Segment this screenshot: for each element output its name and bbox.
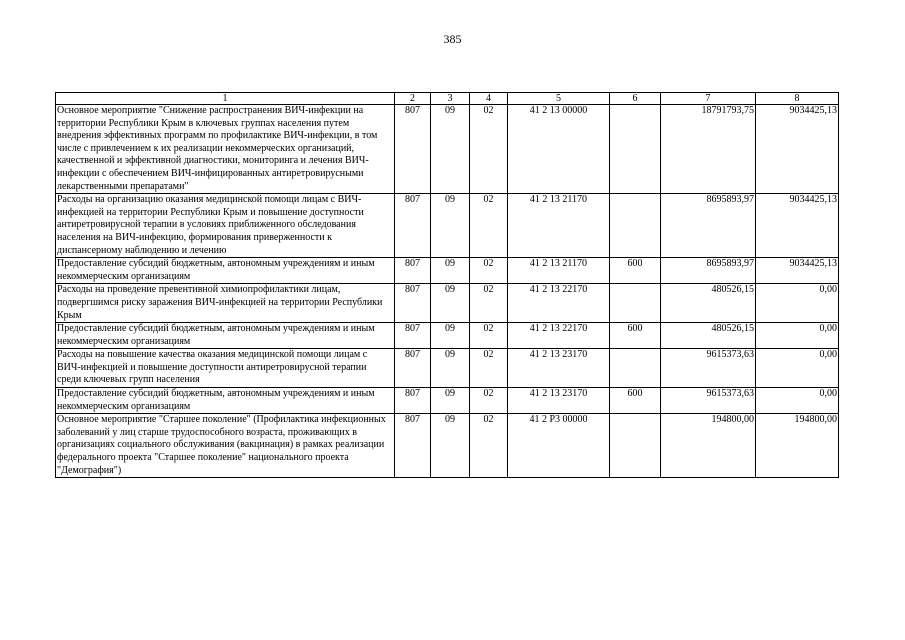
- cell-amount-col8: 9034425,13: [756, 258, 839, 284]
- cell-section: 09: [431, 349, 470, 388]
- table-row: [56, 323, 839, 349]
- table-row: [56, 194, 839, 258]
- cell-expense-type: [610, 105, 661, 194]
- column-header: 5: [508, 93, 610, 105]
- row-description: Расходы на повышение качества оказания медицинской помощи лицам с ВИЧ-инфекцией и повышение доступности антиретровирусной терапии среди ключевых групп населения: [56, 349, 395, 388]
- cell-amount-col8: 9034425,13: [756, 105, 839, 194]
- column-header: 3: [431, 93, 470, 105]
- cell-expense-type: [610, 414, 661, 478]
- cell-target-code: 41 2 13 21170: [508, 258, 610, 284]
- column-header: 2: [395, 93, 431, 105]
- cell-target-code: 41 2 P3 00000: [508, 414, 610, 478]
- column-header: 4: [470, 93, 508, 105]
- header-row: [56, 93, 839, 105]
- cell-amount-col7: 194800,00: [661, 414, 756, 478]
- cell-ministry: 807: [395, 323, 431, 349]
- column-header: 8: [756, 93, 839, 105]
- cell-expense-type: 600: [610, 323, 661, 349]
- row-description: Предоставление субсидий бюджетным, автономным учреждениям и иным некоммерческим организациям: [56, 323, 395, 349]
- table-row: [56, 258, 839, 284]
- cell-target-code: 41 2 13 22170: [508, 284, 610, 323]
- cell-expense-type: 600: [610, 258, 661, 284]
- cell-ministry: 807: [395, 349, 431, 388]
- cell-subsection: 02: [470, 258, 508, 284]
- row-description: Предоставление субсидий бюджетным, автономным учреждениям и иным некоммерческим организациям: [56, 258, 395, 284]
- cell-section: 09: [431, 284, 470, 323]
- cell-ministry: 807: [395, 284, 431, 323]
- row-description: Расходы на организацию оказания медицинской помощи лицам с ВИЧ-инфекцией на территории Республики Крым и повышение доступности антиретровирусной терапии в условиях приближенного обследования населения на ВИЧ-инфекцию, формирования приверженности к диспансерному наблюдению и лечению: [56, 194, 395, 258]
- table-row: [56, 105, 839, 194]
- cell-amount-col8: 0,00: [756, 349, 839, 388]
- cell-amount-col7: 9615373,63: [661, 388, 756, 414]
- cell-amount-col8: 0,00: [756, 388, 839, 414]
- cell-amount-col8: 0,00: [756, 323, 839, 349]
- table-row: [56, 349, 839, 388]
- cell-subsection: 02: [470, 414, 508, 478]
- cell-expense-type: [610, 284, 661, 323]
- cell-target-code: 41 2 13 23170: [508, 349, 610, 388]
- cell-section: 09: [431, 323, 470, 349]
- page-number: 385: [443, 32, 462, 46]
- table-row: [56, 414, 839, 478]
- cell-expense-type: [610, 194, 661, 258]
- cell-section: 09: [431, 105, 470, 194]
- cell-expense-type: [610, 349, 661, 388]
- table-row: [56, 388, 839, 414]
- column-header: 7: [661, 93, 756, 105]
- cell-amount-col7: 8695893,97: [661, 258, 756, 284]
- table-row: [56, 284, 839, 323]
- cell-amount-col8: 9034425,13: [756, 194, 839, 258]
- cell-subsection: 02: [470, 284, 508, 323]
- row-description: Основное мероприятие "Старшее поколение" (Профилактика инфекционных заболеваний у лиц старше трудоспособного возраста, проживающих в организациях социального обслуживания (вакцинация) в рамках реализации федерального проекта "Старшее поколение" национального проекта "Демография"): [56, 414, 395, 478]
- column-header: 6: [610, 93, 661, 105]
- cell-subsection: 02: [470, 349, 508, 388]
- cell-section: 09: [431, 414, 470, 478]
- cell-target-code: 41 2 13 21170: [508, 194, 610, 258]
- cell-target-code: 41 2 13 00000: [508, 105, 610, 194]
- budget-table: [55, 92, 839, 478]
- cell-amount-col7: 8695893,97: [661, 194, 756, 258]
- cell-amount-col7: 18791793,75: [661, 105, 756, 194]
- cell-section: 09: [431, 388, 470, 414]
- row-description: Основное мероприятие "Снижение распространения ВИЧ-инфекции на территории Республики Крым в ключевых группах населения путем внедрения эффективных программ по профилактике ВИЧ-инфекции, в том числе с привлечением к их реализации некоммерческих организаций, качественной и эффективной диагностики, мониторинга и лечения ВИЧ-инфекции с обеспечением ВИЧ-инфицированных антиретровирусными лекарственными препаратами": [56, 105, 395, 194]
- cell-ministry: 807: [395, 258, 431, 284]
- cell-ministry: 807: [395, 414, 431, 478]
- column-header: 1: [56, 93, 395, 105]
- row-description: Расходы на проведение превентивной химиопрофилактики лицам, подвергшимся риску заражения ВИЧ-инфекцией на территории Республики Крым: [56, 284, 395, 323]
- cell-target-code: 41 2 13 23170: [508, 388, 610, 414]
- cell-subsection: 02: [470, 105, 508, 194]
- cell-amount-col7: 480526,15: [661, 284, 756, 323]
- cell-section: 09: [431, 258, 470, 284]
- cell-expense-type: 600: [610, 388, 661, 414]
- row-description: Предоставление субсидий бюджетным, автономным учреждениям и иным некоммерческим организациям: [56, 388, 395, 414]
- cell-amount-col8: 194800,00: [756, 414, 839, 478]
- cell-amount-col7: 480526,15: [661, 323, 756, 349]
- cell-ministry: 807: [395, 388, 431, 414]
- cell-subsection: 02: [470, 323, 508, 349]
- cell-amount-col7: 9615373,63: [661, 349, 756, 388]
- cell-subsection: 02: [470, 388, 508, 414]
- cell-target-code: 41 2 13 22170: [508, 323, 610, 349]
- cell-amount-col8: 0,00: [756, 284, 839, 323]
- cell-subsection: 02: [470, 194, 508, 258]
- cell-ministry: 807: [395, 105, 431, 194]
- cell-section: 09: [431, 194, 470, 258]
- cell-ministry: 807: [395, 194, 431, 258]
